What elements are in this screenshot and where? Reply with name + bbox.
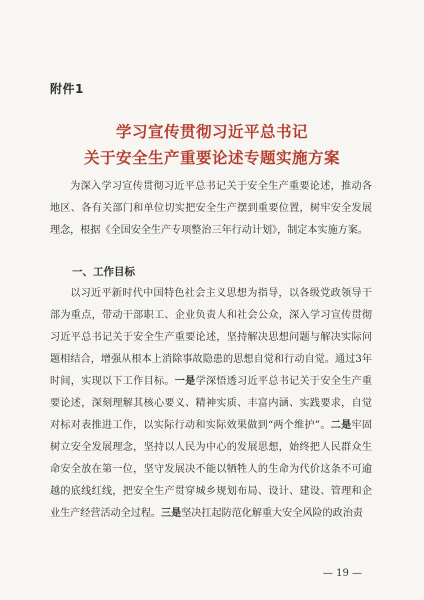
intro-paragraph: 为深入学习宣传贯彻习近平总书记关于安全生产重要论述，推动各地区、各有关部门和单位切实把安全生产摆到重要位置，树牢安全发展理念，根据《全国安全生产专项整治三年行动计划》，制定本实施方案。 [50,181,372,236]
document-title-line1: 学习宣传贯彻习近平总书记 [115,122,308,141]
goals-text-1: 以习近平新时代中国特色社会主义思想为指导，以各级党政领导干部为重点，带动干部职工、企业负责人和社会公众，深入学习宣传贯彻习近平总书记关于安全生产重要论述，坚持解决思想问题与解决实际问题相结合，增强从根本上消除事故隐患的思想自觉和行动自觉。通过3年时间，实现以下工作目标。 [50,288,372,387]
goals-text-3: 牢固树立安全发展理念，坚持以人民为中心的发展思想，始终把人民群众生命安全放在第一位，坚守发展决不能以牺牲人的生命为代价这条不可逾越的底线红线，把安全生产贯穿城乡规划布局、设计、建设、管理和企业生产经营活动全过程。 [50,420,373,519]
emphasis-first: 一是 [174,376,196,387]
emphasis-third: 三是 [161,508,182,519]
goals-text-4: 坚决扛起防范化解重大安全风险的政治责 [181,508,363,519]
document-title-line2: 关于安全生产重要论述专题实施方案 [83,148,340,167]
attachment-label: 附件1 [50,82,84,96]
goals-text-2: 学深悟透习近平总书记关于安全生产重要论述，深刻理解其核心要义、精神实质、丰富内涵、实践要求，自觉对标对表推进工作，以实际行动和实际效果做到“两个维护”。 [50,376,373,431]
section-heading-goals: 一、工作目标 [72,266,135,278]
goals-paragraph [50,283,372,525]
emphasis-second: 二是 [330,420,352,431]
page-number: — 19 — [322,568,362,579]
